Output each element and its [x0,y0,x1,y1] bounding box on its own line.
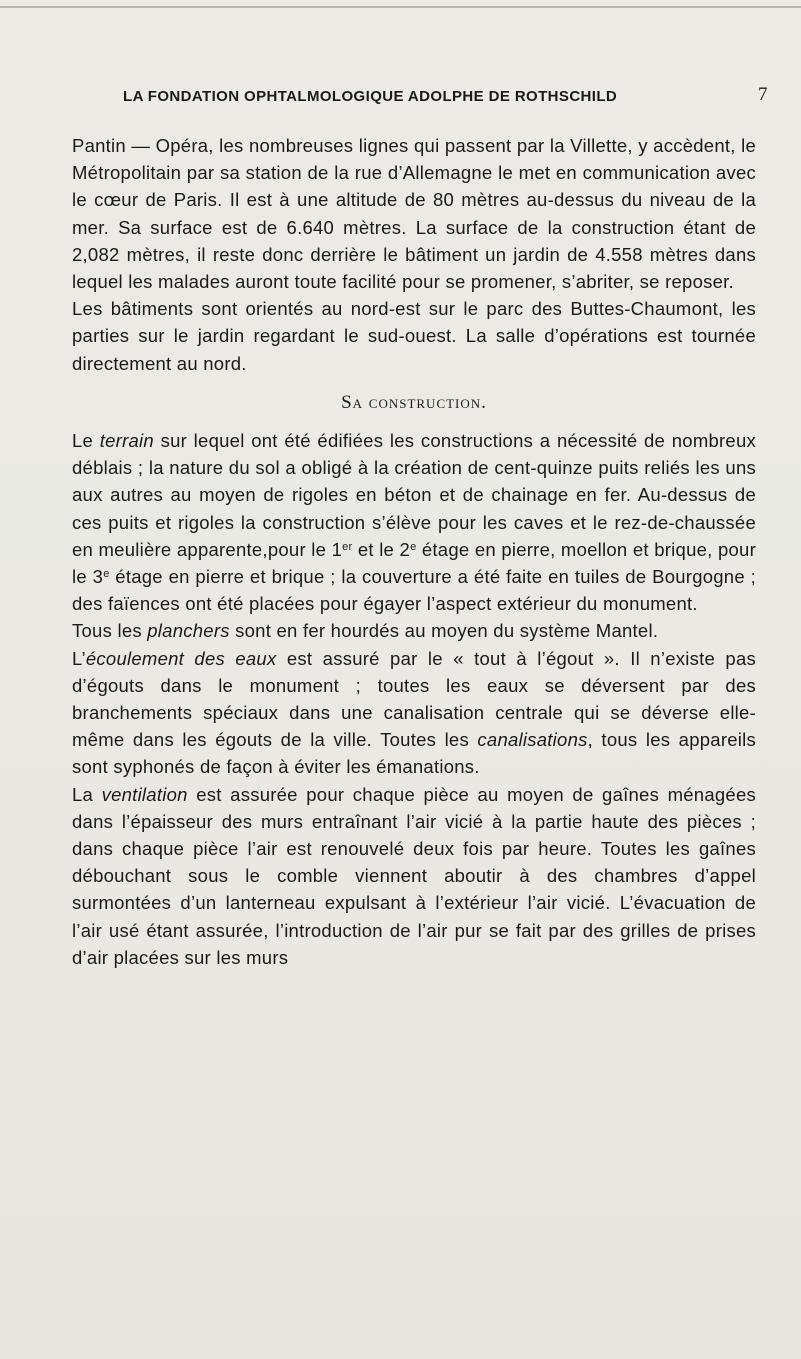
text-run: sur lequel ont été édifiées les constructions a nécessité de nombreux déblais ; la nature du sol a obligé à la création de cent-quinze puits reliés les uns aux autres au moyen de rigoles en béton et de chainage en fer. Au-dessus de ces puits et rigoles la construction s’élève pour les caves et le rez-de-chaussée en meulière apparente,pour le 1 [72,430,757,560]
text-run: étage en pierre et brique ; la couverture a été faite en tuiles de Bourgogne ; des faïences ont été placées pour égayer l’aspect extérieur du monument. [72,566,757,615]
italic-term: terrain [99,430,154,452]
paragraph-terrain [72,427,756,617]
superscript: er [342,540,353,553]
text-run: L’ [72,647,86,669]
text-run: , tous les appareils sont syphonés de façon à éviter les émanations. [72,729,756,778]
paragraph-orientation: Les bâtiments sont orientés au nord-est sur le parc des Buttes-Chaumont, les parties sur le jardin regardant le sud-ouest. La salle d’opérations est tournée directement au nord. [72,298,756,374]
body-text [72,132,756,971]
paragraph-eaux [72,645,756,781]
text-run: et le 2 [352,538,411,560]
italic-term: écoulement des eaux [85,647,277,669]
page-number: 7 [758,84,768,105]
italic-term: canalisations [477,729,588,751]
top-edge-rule [0,6,801,8]
text-run: est assurée pour chaque pièce au moyen de gaînes ménagées dans l’épaisseur des murs entraînant l’air vicié à la partie haute des pièces ; dans chaque pièce l’air est renouvelé deux fois par heure. Toutes les gaînes débouchant sous le comble viennent aboutir à des chambres d’appel surmontées d’un lanterneau expulsant à l’extérieur l’air vicié. L’évacuation de l’air usé étant assurée, l’introduction de l’air pur se fait par des grilles de prises d’air placées sur les murs [72,783,756,968]
text-run: La [72,783,102,805]
italic-term: planchers [147,620,230,642]
text-run: Tous les [72,620,148,642]
section-heading-text: Sa construction. [341,391,487,413]
italic-term: ventilation [101,783,188,805]
paragraph-ventilation [72,781,756,971]
text-run: étage en pierre, moellon et brique, pour le 3 [72,538,756,588]
section-heading [72,389,756,416]
superscript: e [103,568,110,581]
text-run: sont en fer hourdés au moyen du système Mantel. [229,620,659,642]
paragraph-location: Pantin — Opéra, les nombreuses lignes qui passent par la Villette, y accèdent, le Métropolitain par sa station de la rue d’Allemagne le met en communication avec le cœur de Paris. Il est à une altitude de 80 mètres au-dessus du niveau de la mer. Sa surface est de 6.640 mètres. La surface de la construction étant de 2,082 mètres, il reste donc derrière le bâtiment un jardin de 4.558 mètres dans lequel les malades auront toute facilité pour se promener, s’abriter, se reposer. [72,135,756,293]
paragraph-planchers [72,617,756,644]
text-run: est assuré par le « tout à l’égout ». Il n’existe pas d’égouts dans le monument ; toutes les eaux se déversent par des branchements spéciaux dans une canalisation centrale qui se déverse elle-même dans les égouts de la ville. Toutes les [72,647,756,751]
superscript: e [410,540,417,553]
running-header: LA FONDATION OPHTALMOLOGIQUE ADOLPHE DE ROTHSCHILD [123,88,618,105]
text-run: Le [72,430,100,452]
